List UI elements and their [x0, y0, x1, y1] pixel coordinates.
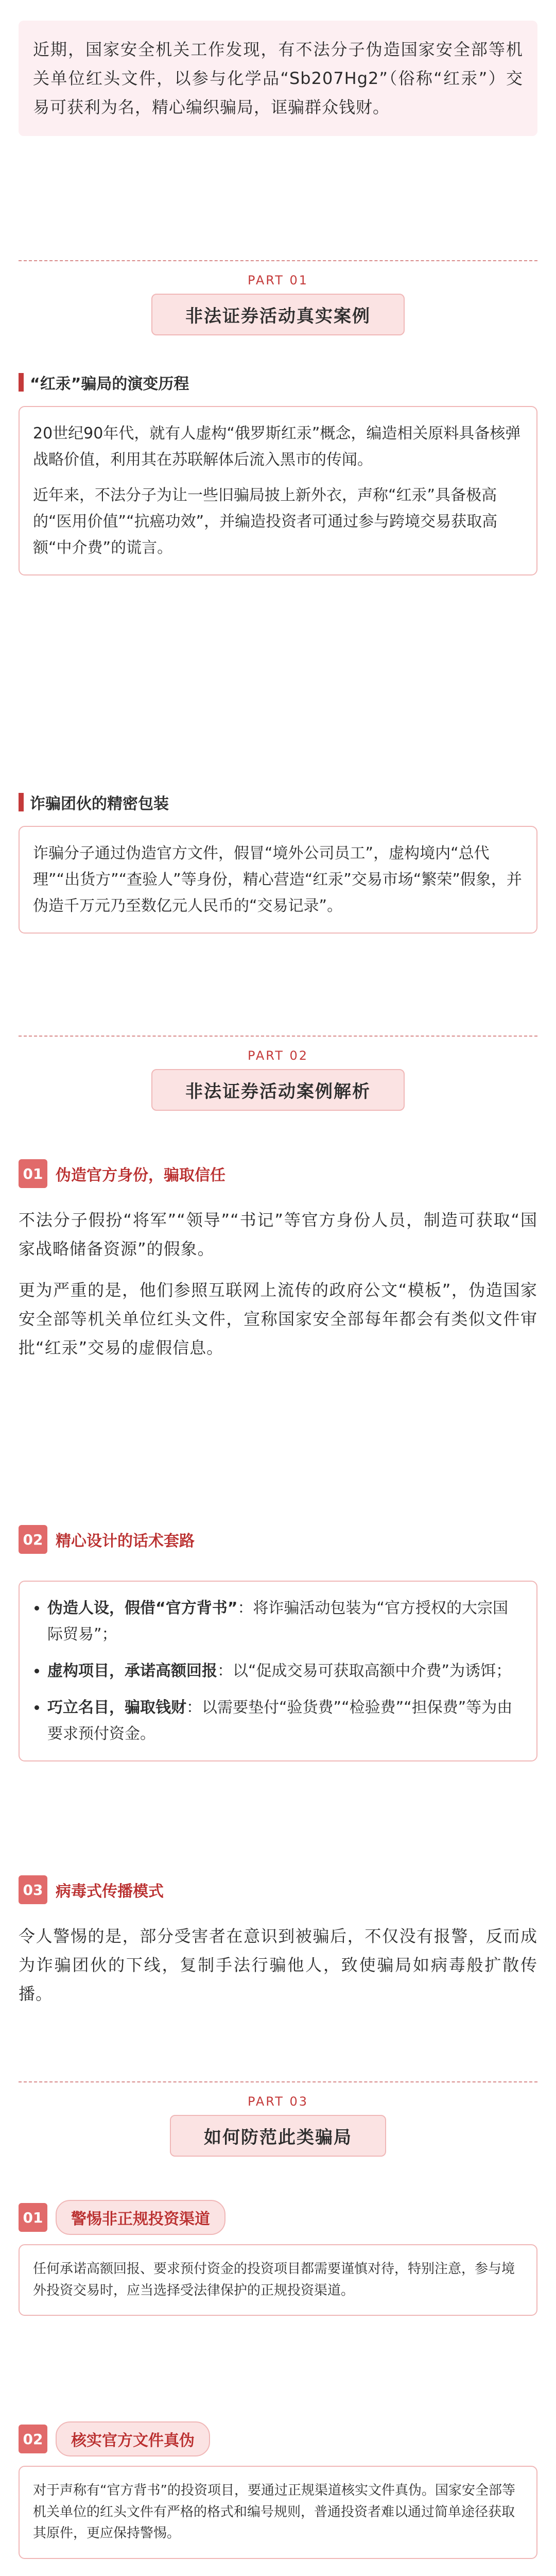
part02-item1-label: 伪造官方身份，骗取信任 [56, 1166, 225, 1184]
part02-item3 [19, 1875, 537, 1904]
part02-item2-bullet [47, 1595, 523, 1648]
number-badge: 02 [19, 1525, 47, 1554]
part01-section2-label: 诈骗团伙的精密包装 [30, 795, 169, 813]
divider [19, 1036, 537, 1037]
part02-item3-p1: 令人警惕的是，部分受害者在意识到被骗后，不仅没有报警，反而成为诈骗团伙的下线，复制手法行骗他人，致使骗局如病毒般扩散传播。 [19, 1926, 537, 2004]
number-badge: 02 [19, 2425, 47, 2453]
part02-item2-label: 精心设计的话术套路 [56, 1532, 195, 1550]
part01-section2-card [19, 826, 537, 934]
tip-text: 任何承诺高额回报、要求预付资金的投资项目都需要谨慎对待，特别注意，参与境外投资交易时，应当选择受法律保护的正规投资渠道。 [33, 2261, 515, 2298]
tip-label: 警惕非正规投资渠道 [56, 2200, 225, 2235]
part03-label: PART 03 [247, 2094, 309, 2109]
part02-item3-text [19, 1922, 537, 2021]
bullet-bold: 虚构项目，承诺高额回报 [47, 1662, 217, 1680]
number-badge: 01 [19, 1159, 47, 1188]
divider [19, 2081, 537, 2082]
part02-item2-bullet [47, 1658, 523, 1684]
number-badge: 01 [19, 2203, 47, 2232]
tip-card [19, 2466, 537, 2559]
part01-section1-label: “红汞”骗局的演变历程 [30, 375, 189, 393]
part02-item1-p1: 不法分子假扮“将军”“领导”“书记”等官方身份人员，制造可获取“国家战略储备资源”的假象。 [19, 1210, 537, 1259]
number-badge: 03 [19, 1875, 47, 1904]
part02-head [0, 1048, 556, 1111]
tip-header [19, 2421, 537, 2456]
part02-item3-label: 病毒式传播模式 [56, 1883, 164, 1901]
part02-item2-bullet [47, 1694, 523, 1747]
section-marker [19, 373, 24, 392]
tip-text: 对于声称有“官方背书”的投资项目，要通过正规渠道核实文件真伪。国家安全部等机关单位的红头文件有严格的格式和编号规则，普通投资者难以通过简单途径获取其原件，更应保持警惕。 [33, 2483, 515, 2541]
part01-label: PART 01 [247, 273, 309, 287]
part03-tip1 [0, 2200, 556, 2316]
bullet-text: ：以需要垫付“验货费”“检验费”“担保费”等为由要求预付资金。 [47, 1699, 513, 1743]
tip-label: 核实官方文件真伪 [56, 2421, 210, 2456]
bullet-bold: 伪造人设，假借“官方背书” [47, 1599, 238, 1617]
intro-text: 近期，国家安全机关工作发现，有不法分子伪造国家安全部等机关单位红头文件，以参与化学品“Sb207Hg2”（俗称“红汞”）交易可获利为名，精心编织骗局，诓骗群众钱财。 [33, 40, 523, 117]
divider [19, 260, 537, 261]
part01-title: 非法证券活动真实案例 [151, 294, 405, 335]
part03-head [0, 2094, 556, 2157]
part02-item2-card [19, 1581, 537, 1761]
part03-tip2 [0, 2421, 556, 2559]
part02-item1 [19, 1159, 537, 1188]
part01-section2-p1: 诈骗分子通过伪造官方文件，假冒“境外公司员工”，虚构境内“总代理”“出货方”“查验人”等身份，精心营造“红汞”交易市场“繁荣”假象，并伪造千万元乃至数亿元人民币的“交易记录”。 [33, 844, 522, 915]
part02-title: 非法证券活动案例解析 [151, 1069, 405, 1111]
intro-box [19, 21, 537, 136]
part03-title: 如何防范此类骗局 [170, 2115, 386, 2157]
part01-section1-p2: 近年来，不法分子为让一些旧骗局披上新外衣，声称“红汞”具备极高的“医用价值”“抗癌功效”，并编造投资者可通过参与跨境交易获取高额“中介费”的谎言。 [33, 486, 498, 557]
bullet-bold: 巧立名目，骗取钱财 [47, 1699, 186, 1717]
part02-label: PART 02 [247, 1048, 309, 1063]
section-marker [19, 793, 24, 811]
part01-head [0, 273, 556, 335]
part02-item1-p2: 更为严重的是，他们参照互联网上流传的政府公文“模板”，伪造国家安全部等机关单位红头文件，宣称国家安全部每年都会有类似文件审批“红汞”交易的虚假信息。 [19, 1280, 537, 1358]
part01-section1 [19, 371, 537, 394]
part02-item2 [19, 1525, 537, 1554]
tip-header [19, 2200, 537, 2235]
bullet-text: ：以“促成交易可获取高额中介费”为诱饵； [217, 1662, 512, 1680]
part01-section1-p1: 20世纪90年代，就有人虚构“俄罗斯红汞”概念，编造相关原料具备核弹战略价值，利用其在苏联解体后流入黑市的传闻。 [33, 425, 521, 469]
part02-item1-text [19, 1206, 537, 1375]
tip-card [19, 2244, 537, 2316]
part01-section2 [19, 791, 537, 814]
bullet-text: ：将诈骗活动包装为“官方授权的大宗国际贸易”； [47, 1599, 508, 1643]
part01-section1-card [19, 406, 537, 575]
